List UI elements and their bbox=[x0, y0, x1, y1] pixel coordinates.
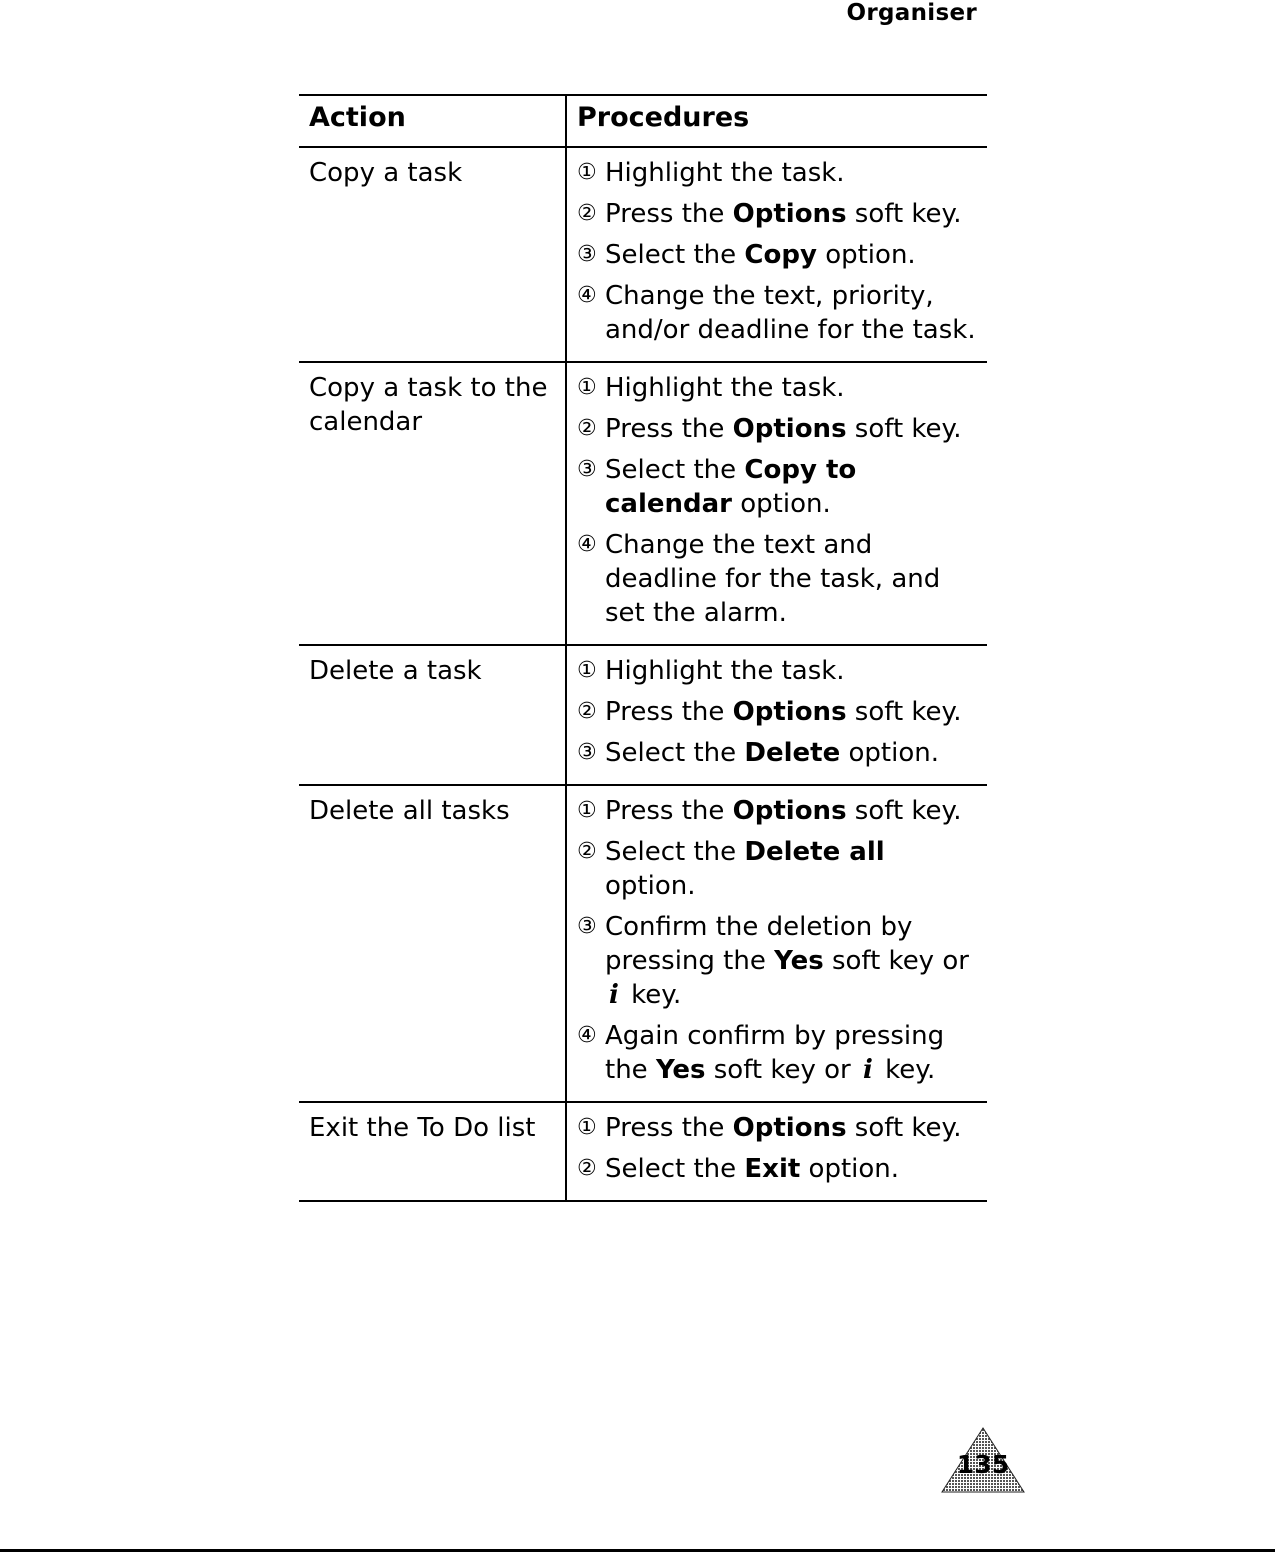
step-text: Select the bbox=[605, 455, 745, 485]
procedures-cell bbox=[566, 645, 987, 785]
step-number: ① bbox=[577, 798, 597, 823]
procedure-steps-list bbox=[577, 794, 977, 1087]
table-row bbox=[299, 147, 987, 362]
step-bold-term: Copy to calendar bbox=[605, 455, 857, 519]
procedure-step bbox=[577, 736, 977, 770]
table-header-row bbox=[299, 95, 987, 147]
procedure-step bbox=[577, 197, 977, 231]
step-text: Change the text and deadline for the task, and set the alarm. bbox=[605, 530, 941, 628]
step-text: soft key. bbox=[846, 697, 962, 727]
step-text: key. bbox=[622, 980, 682, 1010]
step-text: option. bbox=[605, 871, 696, 901]
step-text: Press the bbox=[605, 1113, 733, 1143]
step-text: Highlight the task. bbox=[605, 656, 845, 686]
step-text: Highlight the task. bbox=[605, 158, 845, 188]
step-text: Again confirm by pressing the bbox=[605, 1021, 945, 1085]
table-body bbox=[299, 147, 987, 1201]
step-number: ① bbox=[577, 375, 597, 400]
action-label: Delete a task bbox=[309, 656, 482, 686]
procedures-cell bbox=[566, 785, 987, 1102]
table-row bbox=[299, 1102, 987, 1201]
step-number: ① bbox=[577, 160, 597, 185]
action-label: Exit the To Do list bbox=[309, 1113, 536, 1143]
page-number: 135 bbox=[956, 1450, 1010, 1479]
step-number: ② bbox=[577, 416, 597, 441]
step-number: ① bbox=[577, 658, 597, 683]
procedure-step bbox=[577, 412, 977, 446]
step-bold-term: Delete bbox=[744, 738, 841, 768]
table-row bbox=[299, 362, 987, 645]
step-text: Press the bbox=[605, 414, 733, 444]
step-text: Select the bbox=[605, 240, 745, 270]
step-bold-term: Options bbox=[732, 1113, 847, 1143]
table-row bbox=[299, 785, 987, 1102]
action-cell bbox=[299, 1102, 566, 1201]
column-header-procedures: Procedures bbox=[566, 95, 987, 147]
procedure-steps-list bbox=[577, 156, 977, 347]
procedure-step bbox=[577, 794, 977, 828]
step-text: soft key or bbox=[823, 946, 969, 976]
step-bold-term: Delete all bbox=[744, 837, 885, 867]
procedure-step bbox=[577, 1111, 977, 1145]
procedure-step bbox=[577, 654, 977, 688]
step-number: ② bbox=[577, 839, 597, 864]
step-number: ③ bbox=[577, 242, 597, 267]
table-row bbox=[299, 645, 987, 785]
step-text: soft key. bbox=[846, 199, 962, 229]
procedure-step bbox=[577, 156, 977, 190]
procedure-step bbox=[577, 835, 977, 903]
step-bold-term: Copy bbox=[744, 240, 817, 270]
step-text: Highlight the task. bbox=[605, 373, 845, 403]
step-text: Select the bbox=[605, 837, 745, 867]
step-bold-term: Exit bbox=[744, 1154, 801, 1184]
step-number: ② bbox=[577, 201, 597, 226]
procedure-steps-list bbox=[577, 1111, 977, 1186]
step-text: Press the bbox=[605, 697, 733, 727]
procedure-steps-list bbox=[577, 654, 977, 770]
step-bold-term: Options bbox=[732, 199, 847, 229]
step-bold-term: Options bbox=[732, 697, 847, 727]
procedures-cell bbox=[566, 147, 987, 362]
step-text: soft key. bbox=[846, 1113, 962, 1143]
step-text: key. bbox=[876, 1055, 936, 1085]
action-cell bbox=[299, 645, 566, 785]
procedure-step bbox=[577, 1019, 977, 1087]
procedures-cell bbox=[566, 362, 987, 645]
procedure-step bbox=[577, 238, 977, 272]
procedure-step bbox=[577, 910, 977, 1012]
procedure-step bbox=[577, 695, 977, 729]
action-cell bbox=[299, 785, 566, 1102]
step-bold-term: Yes bbox=[774, 946, 824, 976]
step-text: Press the bbox=[605, 796, 733, 826]
i-key-icon: i bbox=[863, 1055, 873, 1085]
procedure-step bbox=[577, 279, 977, 347]
step-number: ③ bbox=[577, 914, 597, 939]
step-text: Select the bbox=[605, 1154, 745, 1184]
action-label: Copy a task to the calendar bbox=[309, 373, 548, 437]
step-text: Select the bbox=[605, 738, 745, 768]
step-text: option. bbox=[732, 489, 831, 519]
procedure-step bbox=[577, 528, 977, 630]
step-number: ④ bbox=[577, 283, 597, 308]
step-text: soft key or bbox=[705, 1055, 860, 1085]
step-number: ② bbox=[577, 1156, 597, 1181]
step-bold-term: Options bbox=[732, 414, 847, 444]
procedure-step bbox=[577, 453, 977, 521]
procedures-cell bbox=[566, 1102, 987, 1201]
step-number: ① bbox=[577, 1115, 597, 1140]
page-section-title: Organiser bbox=[846, 0, 977, 26]
action-label: Delete all tasks bbox=[309, 796, 510, 826]
procedure-steps-list bbox=[577, 371, 977, 630]
procedure-step bbox=[577, 1152, 977, 1186]
step-number: ④ bbox=[577, 532, 597, 557]
step-text: soft key. bbox=[846, 796, 962, 826]
step-number: ② bbox=[577, 699, 597, 724]
step-number: ④ bbox=[577, 1023, 597, 1048]
column-header-action: Action bbox=[299, 95, 566, 147]
step-text: Press the bbox=[605, 199, 733, 229]
action-cell bbox=[299, 362, 566, 645]
step-bold-term: Options bbox=[732, 796, 847, 826]
step-text: soft key. bbox=[846, 414, 962, 444]
step-text: Change the text, priority, and/or deadline for the task. bbox=[605, 281, 976, 345]
procedure-step bbox=[577, 371, 977, 405]
step-text: option. bbox=[800, 1154, 900, 1184]
action-procedures-table bbox=[299, 94, 987, 1202]
action-label: Copy a task bbox=[309, 158, 463, 188]
step-bold-term: Yes bbox=[655, 1055, 706, 1085]
step-text: option. bbox=[816, 240, 916, 270]
action-cell bbox=[299, 147, 566, 362]
step-text: option. bbox=[840, 738, 939, 768]
step-number: ③ bbox=[577, 740, 597, 765]
i-key-icon: i bbox=[609, 980, 619, 1010]
step-number: ③ bbox=[577, 457, 597, 482]
step-text: Confirm the deletion by pressing the bbox=[605, 912, 913, 976]
